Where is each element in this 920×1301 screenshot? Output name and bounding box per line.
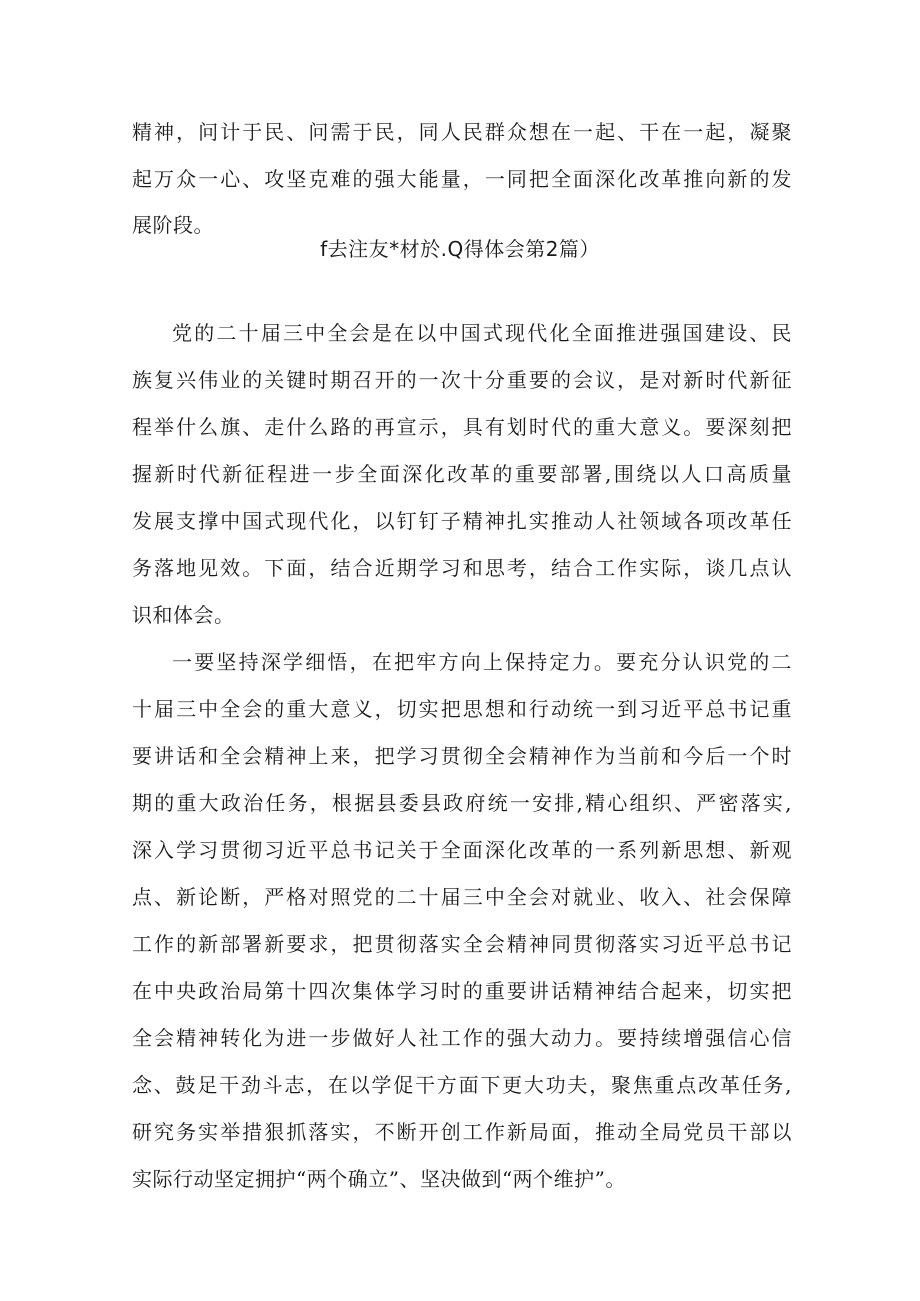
text-line: 全会精神转化为进一步做好人社工作的强大动力。要持续增强信心信 (132, 1026, 792, 1050)
text-line: 族复兴伟业的关键时期召开的一次十分重要的会议，是对新时代新征 (132, 368, 792, 392)
text-line: 工作的新部署新要求，把贯彻落实全会精神同贯彻落实习近平总书记 (132, 932, 792, 956)
text-line: 起万众一心、攻坚克难的强大能量，一同把全面深化改革推向新的发 (132, 167, 792, 191)
text-line: 务落地见效。下面，结合近期学习和思考，结合工作实际，谈几点认 (132, 556, 792, 580)
section-heading: f去注友*材於.Q得体会第2篇） (320, 237, 600, 261)
text-line: 要讲话和全会精神上来，把学习贯彻全会精神作为当前和今后一个时 (132, 744, 792, 768)
text-line: 期的重大政治任务，根据县委县政府统一安排,精心组织、严密落实, (132, 791, 792, 815)
text-line: 点、新论断，严格对照党的二十届三中全会对就业、收入、社会保障 (132, 885, 792, 909)
text-line: 展阶段。 (132, 213, 214, 237)
text-line: 念、鼓足干劲斗志，在以学促干方面下更大功夫，聚焦重点改革任务, (132, 1073, 792, 1097)
text-line: 程举什么旗、走什么路的再宣示，具有划时代的重大意义。要深刻把 (132, 415, 792, 439)
text-line: 党的二十届三中全会是在以中国式现代化全面推进强国建设、民 (172, 321, 792, 345)
text-line: 识和体会。 (132, 603, 235, 627)
text-line: 十届三中全会的重大意义，切实把思想和行动统一到习近平总书记重 (132, 697, 792, 721)
text-line: 实际行动坚定拥护“两个确立”、坚决做到“两个维护”。 (132, 1167, 626, 1191)
text-line: 发展支撑中国式现代化，以钉钉子精神扎实推动人社领域各项改革任 (132, 509, 792, 533)
text-line: 研究务实举措狠抓落实，不断开创工作新局面，推动全局党员干部以 (132, 1120, 792, 1144)
text-line: 在中央政治局第十四次集体学习时的重要讲话精神结合起来，切实把 (132, 979, 792, 1003)
text-line: 握新时代新征程进一步全面深化改革的重要部署,围绕以人口高质量 (132, 462, 792, 486)
text-line: 精神，问计于民、问需于民，同人民群众想在一起、干在一起，凝聚 (132, 120, 792, 144)
text-line: 深入学习贯彻习近平总书记关于全面深化改革的一系列新思想、新观 (132, 838, 792, 862)
text-line: 一要坚持深学细悟，在把牢方向上保持定力。要充分认识党的二 (172, 650, 792, 674)
